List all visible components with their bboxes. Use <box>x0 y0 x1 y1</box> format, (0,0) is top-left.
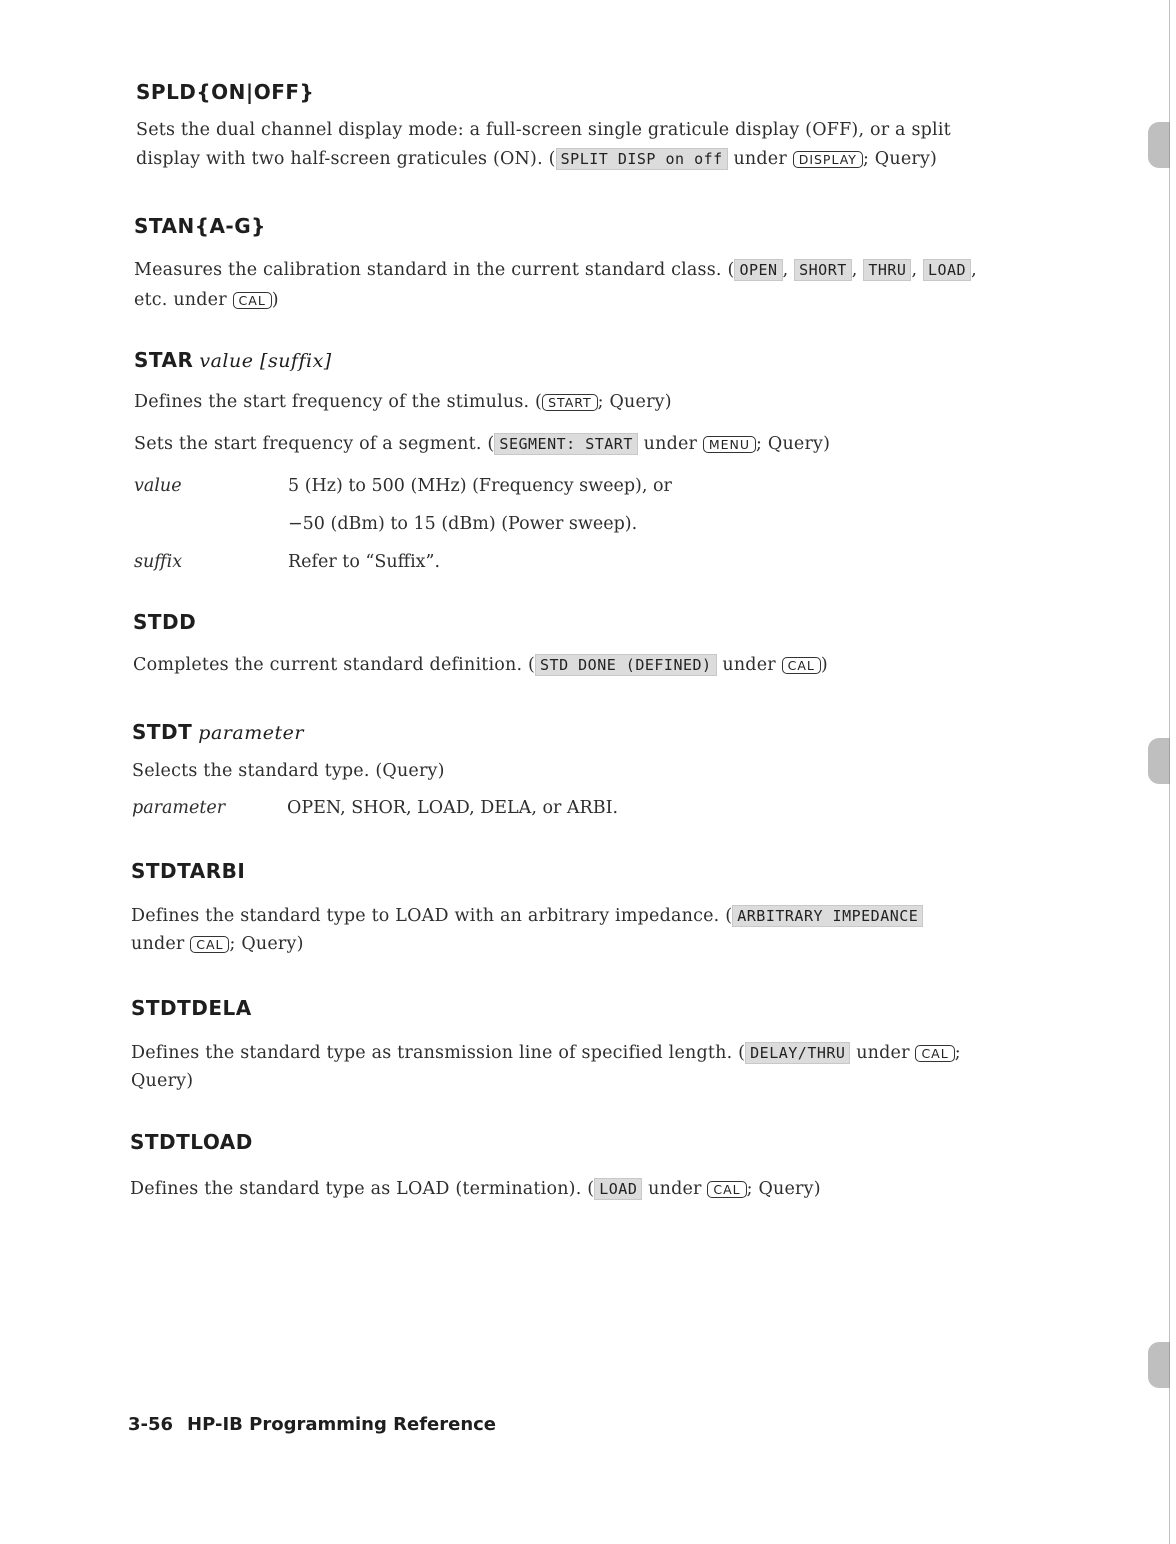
softkey-load: LOAD <box>923 259 971 281</box>
stdtdela-line-1 <box>131 1039 961 1068</box>
heading-stdtload: STDTLOAD <box>130 1130 253 1154</box>
heading-star <box>134 348 332 372</box>
text: etc. under <box>134 290 233 310</box>
param-term-parameter: parameter <box>132 798 226 818</box>
cmd-arg: parameter <box>198 722 304 744</box>
cmd: STAR <box>134 348 194 372</box>
text: under <box>637 434 703 454</box>
param-term-value: value <box>134 476 182 496</box>
softkey-split-disp: SPLIT DISP on off <box>556 148 728 170</box>
stan-line-1: Measures the calibration standard in the current standard class. ( OPEN , SHORT , THRU , LOAD , <box>134 260 977 280</box>
text: ; Query) <box>597 392 672 412</box>
text: under <box>727 149 793 169</box>
param-def-value-1: 5 (Hz) to 500 (MHz) (Frequency sweep), or <box>288 476 672 496</box>
param-term-suffix: suffix <box>134 552 183 572</box>
cmd: STDT <box>132 720 193 744</box>
cmd-arg: value [suffix] <box>199 350 332 372</box>
softkey-delay-thru: DELAY/THRU <box>745 1042 850 1064</box>
text: Defines the standard type to LOAD with an arbitrary impedance. ( <box>131 906 733 926</box>
page-footer <box>128 1414 496 1435</box>
heading-stdtarbi: STDTARBI <box>131 859 246 883</box>
text: under <box>642 1179 708 1199</box>
softkey-segment-start: SEGMENT: START <box>494 433 637 455</box>
spld-line-1: Sets the dual channel display mode: a full-screen single graticule display (OFF), or a split <box>136 120 951 140</box>
punch-hole-middle <box>1148 738 1170 784</box>
param-def-parameter: OPEN, SHOR, LOAD, DELA, or ARBI. <box>287 798 619 818</box>
hardkey-start: START <box>542 394 598 411</box>
stdd-line-1 <box>133 651 828 680</box>
text: ; Query) <box>756 434 831 454</box>
hardkey-cal: CAL <box>233 292 272 309</box>
heading-stdt <box>132 720 304 744</box>
stdt-line-1: Selects the standard type. (Query) <box>132 761 445 781</box>
text: Defines the start frequency of the stimulus. ( <box>134 392 543 412</box>
punch-hole-bottom <box>1148 1342 1170 1388</box>
param-def-value-2: −50 (dBm) to 15 (dBm) (Power sweep). <box>288 514 638 534</box>
text: Sets the start frequency of a segment. ( <box>134 434 495 454</box>
stdtload-line-1 <box>130 1175 821 1204</box>
softkey-thru: THRU <box>863 259 911 281</box>
heading-stdtdela: STDTDELA <box>131 996 252 1020</box>
footer-title: HP-IB Programming Reference <box>187 1414 497 1435</box>
softkey-short: SHORT <box>794 259 852 281</box>
softkey-open: OPEN <box>734 259 782 281</box>
text: ; Query) <box>746 1179 821 1199</box>
heading-stan: STAN{A-G} <box>134 214 266 238</box>
param-def-suffix: Refer to “Suffix”. <box>288 552 441 572</box>
text: ) <box>271 290 279 310</box>
heading-spld: SPLD{ON|OFF} <box>136 80 315 104</box>
text: ; <box>954 1043 961 1063</box>
hardkey-cal: CAL <box>782 657 821 674</box>
stan-line-2 <box>134 286 279 315</box>
hardkey-menu: MENU <box>703 436 756 453</box>
page-number: 3-56 <box>128 1414 174 1435</box>
softkey-std-done: STD DONE (DEFINED) <box>535 654 717 676</box>
softkey-arbitrary-impedance: ARBITRARY IMPEDANCE <box>732 905 923 927</box>
text: ; Query) <box>229 934 304 954</box>
text: under <box>716 655 782 675</box>
star-line-2 <box>134 430 830 459</box>
stdtdela-line-2: Query) <box>131 1071 194 1091</box>
text: ; Query) <box>862 149 938 169</box>
text: Completes the current standard definition. ( <box>133 655 536 675</box>
stdtarbi-line-1 <box>131 902 923 931</box>
heading-stdd: STDD <box>133 610 197 634</box>
text: under <box>131 934 191 954</box>
punch-hole-top <box>1148 122 1170 168</box>
hardkey-cal: CAL <box>707 1181 746 1198</box>
spld-line-2 <box>136 145 937 174</box>
text: ) <box>820 655 828 675</box>
stdtarbi-line-2 <box>131 930 304 959</box>
text: under <box>850 1043 916 1063</box>
text: Defines the standard type as LOAD (termination). ( <box>130 1179 595 1199</box>
text: display with two half-screen graticules (ON). ( <box>136 149 556 169</box>
hardkey-display: DISPLAY <box>793 151 863 168</box>
text: Measures the calibration standard in the current standard class. ( <box>134 260 735 280</box>
text: Defines the standard type as transmission line of specified length. ( <box>131 1043 746 1063</box>
hardkey-cal: CAL <box>190 936 229 953</box>
hardkey-cal: CAL <box>915 1045 954 1062</box>
softkey-load: LOAD <box>594 1178 642 1200</box>
star-line-1 <box>134 388 672 417</box>
